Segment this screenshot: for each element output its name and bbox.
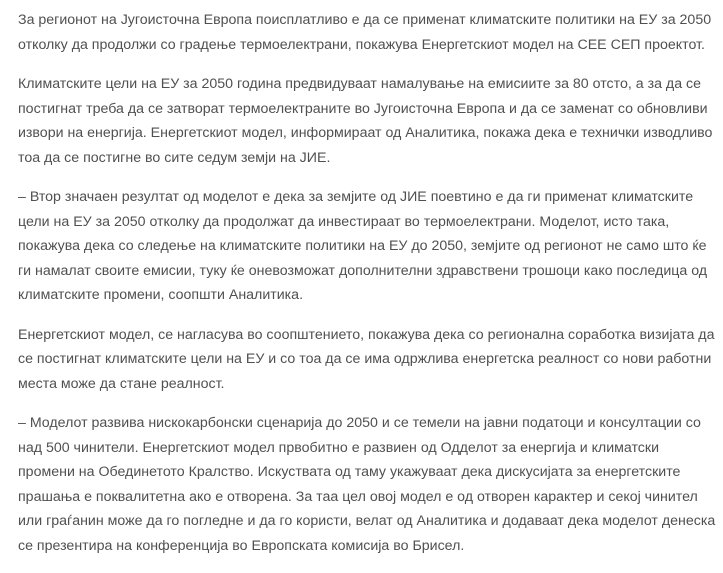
article-paragraph: – Моделот развива нискокарбонски сценарија до 2050 и се темели на јавни податоци и консултации со над 500 чинители. Енергетскиот модел првобитно е развиен од Одделот за енергија и климатски промени на Обединетото Кралство. Искуствата од таму укажуваат дека дискусијата за енергетските прашања е поквалитетна ако е отворена. За таа цел овој модел е од отворен карактер и секој чинител или граѓанин може да го погледне и да го користи, велат од Аналитика и додаваат дека моделот денеска се презентира на конференција во Европската комисија во Брисел. (18, 415, 716, 554)
article-paragraph: Енергетскиот модел, се нагласува во соопштението, покажува дека со регионална соработка визијата да се постигнат климатските цели на ЕУ и со тоа да се има одржлива енергетска реалност со нови работни места може да стане реалност. (18, 326, 715, 392)
article-paragraph: Климатските цели на ЕУ за 2050 година предвидуваат намалување на емисиите за 80 отсто, а за да се постигнат треба да се затворат термоелектраните во Југоисточна Европа и да се заменат со обновливи извори на енергија. Енергетскиот модел, информираат од Аналитика, покажа дека е технички изводливо тоа да се постигне во сите седум земји на ЈИЕ. (18, 76, 713, 166)
article-paragraph: За регионот на Југоисточна Европа поисплатливо е да се применат климатските политики на ЕУ за 2050 отколку да продолжи со градење термоелектрани, покажува Енергетскиот модел на СЕЕ СЕП проектот. (18, 12, 712, 53)
article-paragraph: – Втор значаен резултат од моделот е дека за земјите од ЈИЕ поевтино е да ги применат климатските цели на ЕУ за 2050 отколку да продолжат да инвестираат во термоелектрани. Моделот, исто така, покажува дека со следење на климатските политики на ЕУ до 2050, земјите од регионот не само што ќе ги намалат своите емисии, туку ќе оневозможат дополнителни здравствени трошоци како последица од климатските промени, соопшти Аналитика. (18, 189, 708, 303)
article-body (18, 8, 718, 573)
